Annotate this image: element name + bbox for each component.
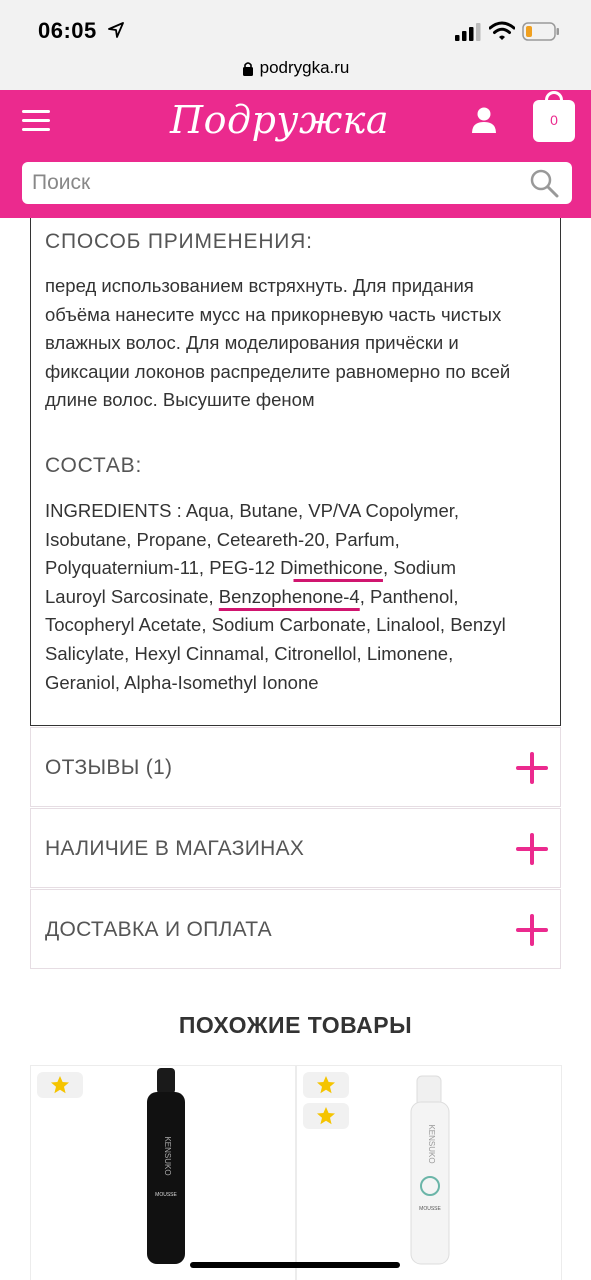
rating-badge (37, 1072, 83, 1098)
accordion-label: ДОСТАВКА И ОПЛАТА (45, 918, 272, 941)
usage-title: СПОСОБ ПРИМЕНЕНИЯ: (45, 230, 313, 253)
product-image[interactable] (407, 1074, 453, 1266)
search-icon[interactable] (529, 168, 559, 198)
product-image[interactable] (143, 1066, 189, 1266)
svg-text:KENSUKO: KENSUKO (427, 1124, 436, 1164)
delivery-accordion[interactable] (30, 889, 561, 969)
highlighted-ingredient: imethicone (293, 557, 383, 579)
search-input[interactable] (32, 162, 522, 204)
plus-icon[interactable] (516, 752, 548, 784)
plus-icon[interactable] (516, 833, 548, 865)
product-card[interactable] (296, 1065, 562, 1280)
star-icon (316, 1106, 336, 1126)
site-header (0, 90, 591, 218)
site-logo[interactable]: Подружка (170, 98, 390, 142)
status-time: 06:05 (38, 18, 97, 43)
wifi-icon (489, 21, 515, 41)
accordion-label: НАЛИЧИЕ В МАГАЗИНАХ (45, 837, 305, 860)
url-text: podrygka.ru (259, 58, 350, 77)
highlighted-ingredient: Benzophenone-4 (218, 585, 360, 607)
composition-text: INGREDIENTS : Aqua, Butane, VP/VA Copolymer, Isobutane, Propane, Ceteareth-20, Parfum, Polyquaternium-11, PEG-12 Dimethicone, Sodium Lauroyl Sarcosinate, Benzophenone-4, Panthenol, Tocopheryl Acetate, Sodium Carbonate, Linalool, Benzyl Salicylate, Hexyl Cinnamal, Citronellol, Limonene, Geraniol, Alpha-Isomethyl Ionone (45, 500, 506, 693)
menu-icon[interactable] (22, 110, 50, 132)
svg-text:KENSUKO: KENSUKO (163, 1136, 172, 1176)
cart-icon[interactable] (533, 100, 575, 142)
address-bar[interactable] (0, 54, 591, 90)
rating-badge (303, 1072, 349, 1098)
similar-products-title: ПОХОЖИЕ ТОВАРЫ (178, 1012, 413, 1038)
rating-badge (303, 1103, 349, 1129)
availability-accordion[interactable] (30, 808, 561, 888)
usage-text: перед использованием встряхнуть. Для придания объёма нанесите мусс на прикорневую часть чистых влажных волос. Для моделирования причёски и фиксации локонов распределите равномерно по всей длине волос. Высушите феном (45, 275, 511, 411)
location-arrow-icon (108, 22, 124, 38)
plus-icon[interactable] (516, 914, 548, 946)
svg-text:MOUSSE: MOUSSE (155, 1192, 177, 1198)
user-icon[interactable] (470, 106, 498, 134)
cart-count: 0 (550, 112, 558, 128)
signal-icon (455, 23, 481, 41)
accordion-label: ОТЗЫВЫ (1) (45, 756, 173, 779)
star-icon (50, 1075, 70, 1095)
star-icon (316, 1075, 336, 1095)
reviews-accordion[interactable] (30, 727, 561, 807)
product-description-panel (30, 218, 561, 726)
composition-title: СОСТАВ: (45, 454, 143, 477)
svg-text:MOUSSE: MOUSSE (419, 1206, 441, 1212)
search-bar (22, 162, 572, 204)
lock-icon (242, 61, 254, 76)
product-card[interactable] (30, 1065, 296, 1280)
status-bar (0, 0, 591, 54)
home-indicator (190, 1262, 400, 1268)
battery-icon (522, 22, 560, 41)
